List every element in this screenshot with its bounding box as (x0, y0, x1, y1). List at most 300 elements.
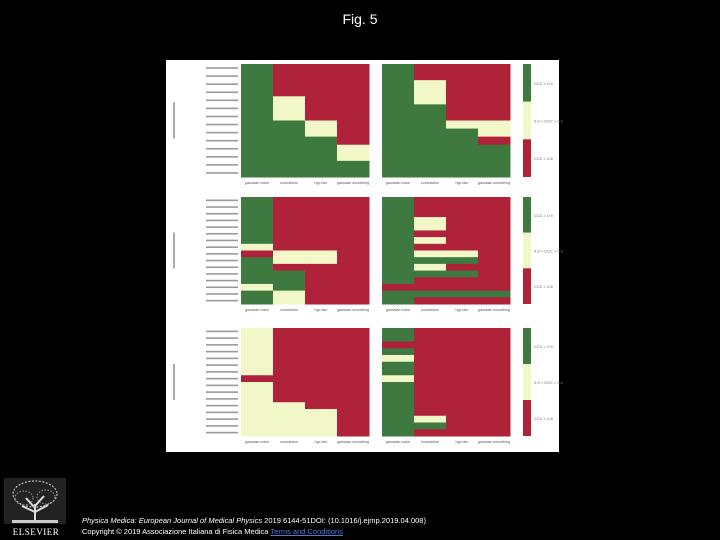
heatmap-cell (305, 423, 338, 430)
heatmap-cell (414, 284, 447, 291)
colorbar-segment (523, 364, 531, 400)
row-label-mark (206, 398, 238, 400)
heatmap-cell (273, 88, 306, 97)
slide-title: Fig. 5 (342, 11, 378, 27)
heatmap-cell (382, 137, 415, 146)
heatmap-cell (273, 129, 306, 138)
heatmap-cell (337, 328, 370, 335)
column-label: gaussian smoothing (478, 440, 510, 444)
heatmap-cell (446, 137, 479, 146)
colorbar-segment (523, 328, 531, 364)
heatmap-cell (478, 244, 511, 251)
heatmap-cell (446, 402, 479, 409)
heatmap-cell (337, 169, 370, 178)
heatmap-cell (241, 429, 274, 436)
heatmap-cell (241, 297, 274, 304)
heatmap-cell (241, 129, 274, 138)
column-label: convolution (279, 181, 299, 185)
heatmap-cell (382, 423, 415, 430)
heatmap-cell (382, 64, 415, 73)
heatmap-cell (382, 161, 415, 170)
heatmap-cell (382, 369, 415, 376)
row-label-mark (206, 337, 238, 339)
row-label-mark (206, 108, 238, 110)
colorbar-segment (523, 102, 531, 140)
heatmap-cell (273, 264, 306, 271)
heatmap-cell (382, 251, 415, 258)
heatmap-cell (305, 64, 338, 73)
heatmap-cell (446, 104, 479, 113)
heatmap-cell (241, 328, 274, 335)
heatmap-cell (305, 429, 338, 436)
heatmap-cell (414, 80, 447, 89)
row-label-mark (206, 75, 238, 77)
row-label-mark (206, 246, 238, 248)
column-label: gaussian noise (386, 181, 410, 185)
heatmap-cell (478, 375, 511, 382)
heatmap-cell (414, 112, 447, 121)
heatmap-cell (478, 291, 511, 298)
heatmap-cell (241, 112, 274, 121)
row-label-mark (206, 200, 238, 202)
heatmap-cell (478, 429, 511, 436)
heatmap-cell (446, 169, 479, 178)
heatmap-cell (446, 429, 479, 436)
heatmap-cell (382, 121, 415, 130)
row-label-mark (206, 351, 238, 353)
colorbar-label: CCC < 0.8 (534, 416, 553, 421)
row-label-mark (206, 364, 238, 366)
heatmap-cell (478, 96, 511, 105)
heatmap-cell (273, 409, 306, 416)
heatmap-cell (337, 423, 370, 430)
row-label-mark (206, 156, 238, 158)
heatmap-cell (305, 96, 338, 105)
heatmap-cell (414, 137, 447, 146)
heatmap-cell (273, 224, 306, 231)
heatmap-cell (241, 224, 274, 231)
heatmap-cell (382, 297, 415, 304)
heatmap-cell (382, 129, 415, 138)
heatmap-cell (273, 230, 306, 237)
heatmap-cell (305, 382, 338, 389)
heatmap-cell (382, 197, 415, 204)
heatmap-cell (478, 396, 511, 403)
heatmap-cell (241, 291, 274, 298)
heatmap-cell (446, 396, 479, 403)
colorbar-label: CCC > 0.9 (534, 344, 553, 349)
heatmap-cell (273, 80, 306, 89)
heatmap-cell (337, 72, 370, 81)
heatmap-cell (241, 64, 274, 73)
heatmap-cell (382, 335, 415, 342)
heatmap-cell (382, 362, 415, 369)
heatmap-cell (305, 145, 338, 154)
heatmap-cell (446, 112, 479, 121)
heatmap-cell (273, 197, 306, 204)
heatmap-cell (478, 210, 511, 217)
heatmap-cell (273, 429, 306, 436)
heatmap-cell (382, 244, 415, 251)
heatmap-cell (382, 291, 415, 298)
heatmap-cell (273, 291, 306, 298)
heatmap-cell (414, 369, 447, 376)
row-label-mark (206, 300, 238, 302)
heatmap-cell (414, 237, 447, 244)
column-label: convolution (420, 308, 440, 312)
heatmap-cell (305, 169, 338, 178)
heatmap-cell (478, 416, 511, 423)
heatmap-cell (414, 197, 447, 204)
heatmap-cell (382, 396, 415, 403)
heatmap-cell (446, 291, 479, 298)
heatmap-cell (337, 402, 370, 409)
heatmap-cell (382, 277, 415, 284)
heatmap-cell (273, 402, 306, 409)
heatmap-cell (382, 409, 415, 416)
heatmap-cell (273, 423, 306, 430)
heatmap-cell (478, 88, 511, 97)
heatmap-cell (446, 129, 479, 138)
elsevier-wordmark: ELSEVIER (12, 527, 60, 537)
heatmap-cell (478, 64, 511, 73)
heatmap-cell (414, 271, 447, 278)
column-label: gaussian noise (386, 308, 410, 312)
colorbar-label: 0.9 > CCC > 0.8 (534, 118, 563, 124)
row-label-mark (206, 172, 238, 174)
column-label: hyp-blur (314, 308, 328, 312)
heatmap-cell (382, 257, 415, 264)
row-label-mark (206, 140, 238, 142)
row-label-mark (206, 206, 238, 208)
heatmap-cell (241, 284, 274, 291)
heatmap-cell (478, 145, 511, 154)
heatmap-cell (446, 64, 479, 73)
heatmap-cell (446, 237, 479, 244)
heatmap-cell (478, 284, 511, 291)
heatmap-cell (241, 396, 274, 403)
heatmap-cell (273, 277, 306, 284)
heatmap-cell (446, 423, 479, 430)
heatmap-cell (414, 328, 447, 335)
heatmap-cell (337, 153, 370, 162)
heatmap-cell (414, 375, 447, 382)
colorbar-segment (523, 233, 531, 269)
heatmap-cell (414, 389, 447, 396)
heatmap-cell (305, 224, 338, 231)
heatmap-cell (382, 375, 415, 382)
row-label-mark (206, 220, 238, 222)
heatmap-cell (446, 297, 479, 304)
row-label-mark (206, 344, 238, 346)
colorbar-segment (523, 197, 531, 233)
heatmap-cell (478, 389, 511, 396)
heatmap-cell (273, 251, 306, 258)
heatmap-cell (337, 129, 370, 138)
heatmap-cell (478, 277, 511, 284)
heatmap-cell (382, 104, 415, 113)
heatmap-cell (446, 121, 479, 130)
heatmap-cell (305, 121, 338, 130)
heatmap-cell (241, 230, 274, 237)
heatmap-cell (446, 153, 479, 162)
row-label-mark (206, 148, 238, 150)
heatmap-cell (337, 342, 370, 349)
heatmap-cell (241, 145, 274, 154)
heatmap-cell (337, 375, 370, 382)
heatmap-cell (241, 409, 274, 416)
heatmap-cell (414, 72, 447, 81)
heatmap-cell (478, 409, 511, 416)
heatmap-cell (273, 204, 306, 211)
heatmap-cell (382, 169, 415, 178)
row-label-mark (206, 253, 238, 255)
column-label: convolution (279, 440, 299, 444)
heatmap-cell (337, 224, 370, 231)
heatmap-cell (337, 396, 370, 403)
heatmap-cell (382, 112, 415, 121)
row-label-mark (206, 116, 238, 118)
heatmap-cell (305, 264, 338, 271)
heatmap-cell (241, 237, 274, 244)
heatmap-cell (446, 328, 479, 335)
heatmap-cell (414, 129, 447, 138)
heatmap-cell (241, 402, 274, 409)
column-label: hyp-blur (314, 440, 328, 444)
heatmap-cell (446, 382, 479, 389)
heatmap-cell (414, 145, 447, 154)
heatmap-cell (337, 88, 370, 97)
heatmap-cell (382, 342, 415, 349)
heatmap-cell (414, 210, 447, 217)
heatmap-cell (478, 251, 511, 258)
heatmap-cell (241, 96, 274, 105)
heatmap-cell (414, 64, 447, 73)
heatmap-cell (241, 217, 274, 224)
heatmap-cell (478, 121, 511, 130)
heatmap-cell (273, 96, 306, 105)
row-label-mark (206, 132, 238, 134)
heatmap-cell (337, 251, 370, 258)
column-label: gaussian smoothing (337, 440, 369, 444)
row-label-mark (206, 371, 238, 373)
heatmap-cell (273, 396, 306, 403)
heatmap-cell (305, 355, 338, 362)
heatmap-cell (305, 297, 338, 304)
heatmap-cell (446, 284, 479, 291)
heatmap-cell (273, 145, 306, 154)
heatmap-cell (446, 342, 479, 349)
heatmap-cell (478, 237, 511, 244)
heatmap-cell (273, 257, 306, 264)
heatmap-cell (382, 416, 415, 423)
heatmap-cell (305, 342, 338, 349)
column-label: gaussian noise (386, 440, 410, 444)
heatmap-cell (414, 342, 447, 349)
heatmap-cell (414, 257, 447, 264)
heatmap-cell (337, 80, 370, 89)
heatmap-cell (446, 80, 479, 89)
terms-link[interactable]: Terms and Conditions (270, 527, 343, 536)
heatmap-cell (478, 224, 511, 231)
heatmap-cell (446, 204, 479, 211)
heatmap-cell (305, 230, 338, 237)
heatmap-cell (446, 264, 479, 271)
heatmap-cell (305, 328, 338, 335)
heatmap-cell (478, 369, 511, 376)
heatmap-cell (414, 277, 447, 284)
heatmap-cell (337, 409, 370, 416)
heatmap-cell (305, 244, 338, 251)
heatmap-cell (305, 112, 338, 121)
heatmap-cell (305, 335, 338, 342)
heatmap-cell (241, 382, 274, 389)
heatmap-cell (241, 244, 274, 251)
row-label-mark (206, 164, 238, 166)
heatmap-cell (337, 355, 370, 362)
heatmap-cell (241, 423, 274, 430)
journal-name: Physica Medica: European Journal of Medical Physics (82, 516, 263, 525)
copyright-line (82, 526, 426, 537)
heatmap-cell (305, 137, 338, 146)
y-axis-title-mark (173, 233, 175, 269)
heatmap-cell (305, 396, 338, 403)
heatmap-cell (478, 264, 511, 271)
heatmap-cell (241, 80, 274, 89)
heatmap-cell (337, 210, 370, 217)
heatmap-cell (273, 237, 306, 244)
heatmap-cell (478, 230, 511, 237)
heatmap-cell (273, 369, 306, 376)
heatmap-cell (414, 382, 447, 389)
heatmap-cell (478, 72, 511, 81)
heatmap-cell (414, 244, 447, 251)
heatmap-cell (382, 230, 415, 237)
column-label: hyp-blur (455, 440, 469, 444)
heatmap-cell (478, 129, 511, 138)
heatmap-cell (273, 169, 306, 178)
heatmap-cell (414, 416, 447, 423)
heatmap-cell (305, 80, 338, 89)
heatmap-cell (446, 348, 479, 355)
column-label: convolution (279, 308, 299, 312)
heatmap-cell (305, 375, 338, 382)
heatmap-cell (241, 104, 274, 113)
heatmap-cell (414, 335, 447, 342)
heatmap-cell (414, 251, 447, 258)
heatmap-cell (273, 104, 306, 113)
column-label: convolution (420, 181, 440, 185)
heatmap-cell (337, 291, 370, 298)
heatmap-cell (414, 121, 447, 130)
colorbar-label: 0.9 > CCC > 0.8 (534, 380, 563, 385)
heatmap-cell (337, 64, 370, 73)
row-label-mark (206, 293, 238, 295)
heatmap-cell (305, 389, 338, 396)
heatmap-cell (305, 348, 338, 355)
heatmap-cell (414, 204, 447, 211)
heatmap-cell (273, 271, 306, 278)
column-label: hyp-blur (455, 308, 469, 312)
heatmap-cell (446, 355, 479, 362)
row-label-mark (206, 432, 238, 434)
heatmap-cell (478, 402, 511, 409)
heatmap-cell (273, 112, 306, 121)
copyright-text: Copyright © 2019 Associazione Italiana di Fisica Medica (82, 527, 271, 536)
heatmap-cell (305, 416, 338, 423)
row-label-mark (206, 412, 238, 414)
heatmap-cell (478, 153, 511, 162)
heatmap-cell (273, 72, 306, 81)
heatmap-figure (166, 60, 563, 452)
heatmap-cell (273, 210, 306, 217)
figure-image (166, 60, 563, 452)
colorbar-segment (523, 268, 531, 304)
column-label: convolution (420, 440, 440, 444)
heatmap-cell (446, 416, 479, 423)
heatmap-cell (305, 153, 338, 162)
row-label-mark (206, 226, 238, 228)
citation-details: 2019 6144-51DOI: (10.1016/j.ejmp.2019.04.008) (262, 516, 426, 525)
heatmap-cell (337, 161, 370, 170)
column-label: hyp-blur (314, 181, 328, 185)
heatmap-cell (382, 389, 415, 396)
heatmap-cell (414, 224, 447, 231)
row-label-mark (206, 260, 238, 262)
heatmap-cell (241, 153, 274, 162)
row-label-mark (206, 67, 238, 69)
heatmap-cell (382, 382, 415, 389)
heatmap-cell (382, 72, 415, 81)
column-label: gaussian noise (245, 308, 269, 312)
heatmap-cell (446, 145, 479, 154)
heatmap-cell (241, 72, 274, 81)
colorbar-segment (523, 64, 531, 102)
heatmap-cell (337, 197, 370, 204)
heatmap-cell (478, 104, 511, 113)
heatmap-cell (446, 257, 479, 264)
heatmap-cell (305, 277, 338, 284)
heatmap-cell (337, 297, 370, 304)
heatmap-cell (273, 297, 306, 304)
heatmap-cell (414, 291, 447, 298)
heatmap-cell (305, 251, 338, 258)
heatmap-cell (382, 153, 415, 162)
row-label-mark (206, 405, 238, 407)
heatmap-cell (273, 244, 306, 251)
heatmap-cell (337, 416, 370, 423)
heatmap-cell (241, 355, 274, 362)
row-label-mark (206, 83, 238, 85)
heatmap-cell (478, 328, 511, 335)
heatmap-cell (241, 362, 274, 369)
heatmap-cell (305, 402, 338, 409)
y-axis-title-mark (173, 103, 175, 139)
heatmap-cell (305, 284, 338, 291)
row-label-mark (206, 331, 238, 333)
heatmap-cell (337, 335, 370, 342)
heatmap-cell (414, 104, 447, 113)
heatmap-cell (446, 217, 479, 224)
heatmap-cell (273, 342, 306, 349)
column-label: gaussian smoothing (337, 181, 369, 185)
heatmap-cell (337, 284, 370, 291)
heatmap-cell (305, 409, 338, 416)
heatmap-cell (273, 335, 306, 342)
heatmap-cell (337, 104, 370, 113)
colorbar-label: CCC < 0.8 (534, 284, 553, 290)
row-label-mark (206, 425, 238, 427)
